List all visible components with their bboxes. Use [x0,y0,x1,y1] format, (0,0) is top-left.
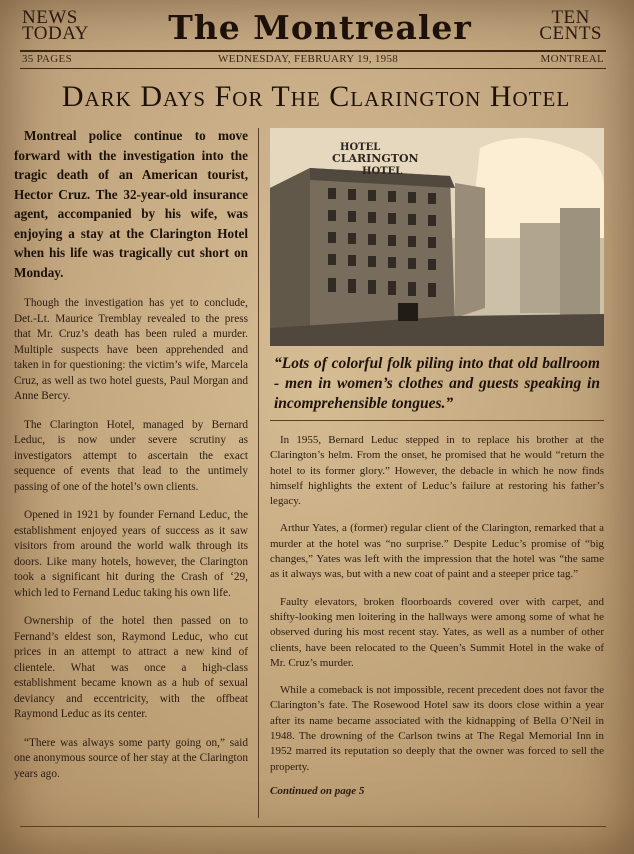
masthead-rule-top [20,50,606,52]
left-paragraph-3: Opened in 1921 by founder Fernand Leduc, the establishment enjoyed years of success as it saw visitors from around the world walk through its doors. Like many hotels, however, the Clarington took a significant hit during the Crash of ‘29, which led to Fernand Leduc taking his own life. [14,509,248,599]
left-paragraph-5: “There was always some party going on,” said one anonymous source of her stay at the Clarington years ago. [14,736,248,780]
article-headline: Dark Days For The Clarington Hotel [61,80,571,113]
left-paragraph-2: The Clarington Hotel, managed by Bernard Leduc, is now under severe scrutiny as investigators attempt to ascertain the exact sequence of events that lead to the untimely passing of one of the hotel’s own clients. [14,418,248,493]
left-paragraph-4: Ownership of the hotel then passed on to Fernand’s eldest son, Raymond Leduc, who cut prices in an attempt to attract a new kind of clientele. What was once a high-class establishment became known as a hub of sexual deviancy and eccentricity, with the offbeat Raymond Leduc as its center. [14,615,248,720]
right-paragraph-2: Arthur Yates, a (former) regular client of the Clarington, remarked that a murder at the hotel was “no surprise.” Despite Leduc’s promise of “big changes,” Yates was left with the impression that the hotel was “the same as it always was, but with a new coat of paint and a steeper price tag.” [270,522,604,581]
pull-quote-rule [270,420,604,421]
sign-line-3: HOTEL [362,166,403,177]
news-today-label [22,7,89,44]
bottom-rule [20,826,606,827]
today-label: TODAY [22,23,89,44]
right-paragraph-3: Faulty elevators, broken floorboards covered over with carpet, and shifty-looking men loitering in the hallways were among some of what he observed during his most recent stay. Yates, as well as a number of other clients, have been relocated to the Queen’s Summit Hotel in the wake of Mr. Cruz’s murder. [270,595,604,669]
city-label: MONTREAL [540,53,604,65]
masthead-rule-bottom [20,68,606,69]
continued-on-page: Continued on page 5 [270,784,365,797]
left-column [14,126,248,782]
price-label [539,7,602,44]
right-paragraph-1: In 1955, Bernard Leduc stepped in to replace his brother at the Clarington’s helm. From the onset, he promised that he would “return the hotel to its former glory.” However, the debacle in which he now finds himself highlights the extent of Leduc’s failure at restoring his father’s legacy. [270,434,604,508]
page-count: 35 PAGES [22,53,72,65]
newspaper-title: The Montrealer [168,8,472,47]
right-paragraph-4: While a comeback is not impossible, recent precedent does not favor the Clarington’s fate. The Rosewood Hotel saw its doors close within a year after its name became associated with the kidnapping of Bella O’Neil in 1948. The drowning of the Carlson twins at The Regal Memorial Inn in 1952 marred its reputation so deeply that the owner was forced to sell the property. [270,684,604,773]
right-column [270,128,604,797]
sign-line-2: CLARINGTON [332,152,419,165]
column-divider [258,128,259,818]
pull-quote: “Lots of colorful folk piling into that old ballroom - men in women’s clothes and guests speaking in incomprehensible tongues.” [274,355,600,412]
sign-line-1: HOTEL [340,142,381,153]
left-paragraph-1: Though the investigation has yet to conclude, Det.-Lt. Maurice Tremblay revealed to the press that Mr. Cruz’s death has been ruled a murder. Multiple suspects have been apprehended and taken in for questioning: the victim’s wife, Marcela Cruz, as well as two hotel guests, Paul Morgan and Anne Bercy. [14,297,248,402]
price-line2: CENTS [539,23,602,44]
news-label: NEWS [22,7,78,28]
issue-date: WEDNESDAY, FEBRUARY 19, 1958 [218,53,399,65]
hotel-photo [270,128,604,346]
price-line1: TEN [551,7,590,28]
article-lede: Montreal police continue to move forward with the investigation into the tragic death of an American tourist, Hector Cruz. The 32-year-old insurance agent, accompanied by his wife, was enjoying a stay at the Clarington Hotel when his life was tragically cut short on Monday. [14,128,248,280]
dateline [20,53,606,67]
